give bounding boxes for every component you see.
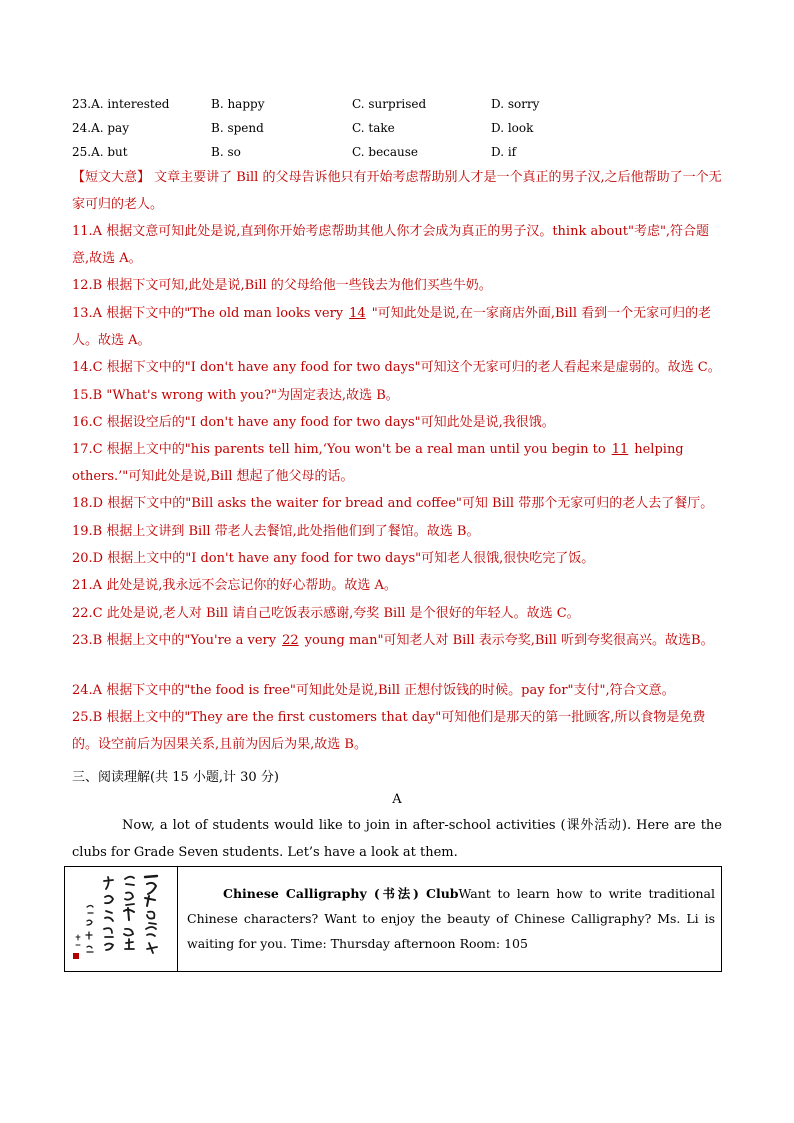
- answer-19: [72, 518, 724, 545]
- answer-11: [72, 218, 724, 272]
- summary-text: 文章主要讲了 Bill 的父母告诉他只有开始考虑帮助别人才是一个真正的男子汉,之后他帮助了一个无家可归的老人。: [72, 170, 722, 212]
- answer-text: "可知此处是说,在一家商店外面,Bill 看到一个无家可归的老人。故选 A。: [72, 306, 712, 348]
- summary-label: 【短文大意】: [72, 170, 151, 185]
- answer-24: [72, 677, 724, 704]
- answer-text: 23.B 根据上文中的"You're a very: [72, 633, 277, 648]
- answer-text: 13.A 根据下文中的"The old man looks very: [72, 306, 344, 321]
- answer-22: [72, 600, 724, 627]
- answer-16: [72, 409, 724, 436]
- option-b: B. happy: [211, 97, 265, 111]
- option-a: 25.A. but: [72, 145, 128, 159]
- option-b: B. so: [211, 145, 241, 159]
- answer-17: [72, 436, 724, 490]
- answer-text: 16.C 根据设空后的"I don't have any food for two days"可知此处是说,我很饿。: [72, 415, 555, 430]
- answer-20: [72, 545, 724, 572]
- passage-label: A: [392, 792, 402, 807]
- option-d: D. look: [491, 121, 534, 135]
- option-c: C. because: [352, 145, 419, 159]
- answer-text: 15.B "What's wrong with you?"为固定表达,故选 B。: [72, 388, 399, 403]
- option-d: D. if: [491, 145, 517, 159]
- club-title: Chinese Calligraphy (书法) Club: [223, 886, 459, 901]
- section-heading: 三、阅读理解(共 15 小题,计 30 分): [72, 770, 279, 785]
- answer-12: [72, 272, 724, 299]
- answer-14: [72, 354, 724, 381]
- answer-13: [72, 300, 724, 354]
- reading-intro: Now, a lot of students would like to join in after-school activities (课外活动). Here are the clubs for Grade Seven students. Let’s have a look at them.: [72, 818, 722, 860]
- option-a: 24.A. pay: [72, 121, 129, 135]
- answer-18: [72, 490, 724, 517]
- answer-25: [72, 704, 724, 758]
- option-d: D. sorry: [491, 97, 540, 111]
- answer-text: 20.D 根据上文中的"I don't have any food for two days"可知老人很饿,很快吃完了饭。: [72, 551, 595, 566]
- club-description: [187, 881, 715, 956]
- summary-paragraph: [72, 164, 724, 218]
- answer-text: 17.C 根据上文中的"his parents tell him,‘You won't be a real man until you begin to: [72, 442, 606, 457]
- club-table: [64, 866, 722, 972]
- seal-stamp: [73, 953, 79, 959]
- option-c: C. take: [352, 121, 395, 135]
- option-a: 23.A. interested: [72, 97, 170, 111]
- answer-text: helping others.’"可知此处是说,Bill 想起了他父母的话。: [72, 442, 684, 484]
- blank-14: 14: [349, 306, 366, 321]
- answer-text: 14.C 根据下文中的"I don't have any food for two days"可知这个无家可归的老人看起来是虚弱的。故选 C。: [72, 360, 721, 375]
- blank-22: 22: [282, 633, 299, 648]
- calligraphy-artwork: [65, 867, 177, 971]
- answer-text: young man"可知老人对 Bill 表示夸奖,Bill 听到夸奖很高兴。故选B。: [304, 633, 714, 648]
- option-b: B. spend: [211, 121, 264, 135]
- answer-23: [72, 627, 724, 654]
- option-c: C. surprised: [352, 97, 427, 111]
- blank-11: 11: [611, 442, 629, 457]
- answer-text: 11.A 根据文意可知此处是说,直到你开始考虑帮助其他人你才会成为真正的男子汉。think about"考虑",符合题意,故选 A。: [72, 224, 710, 266]
- answer-text: 18.D 根据下文中的"Bill asks the waiter for bread and coffee"可知 Bill 带那个无家可归的老人去了餐厅。: [72, 496, 714, 511]
- answer-text: 19.B 根据上文讲到 Bill 带老人去餐馆,此处指他们到了餐馆。故选 B。: [72, 524, 480, 539]
- answer-21: [72, 572, 724, 599]
- club-text: Want to learn how to write traditional Chinese characters? Want to enjoy the beauty of Chinese Calligraphy? Ms. Li is waiting for you. Time: Thursday afternoon Room: 105: [187, 886, 715, 951]
- answer-text: 12.B 根据下文可知,此处是说,Bill 的父母给他一些钱去为他们买些牛奶。: [72, 278, 492, 293]
- calligraphy-image: [65, 867, 178, 971]
- answer-text: 24.A 根据下文中的"the food is free"可知此处是说,Bill 正想付饭钱的时候。pay for"支付",符合文意。: [72, 683, 675, 698]
- answer-text: 22.C 此处是说,老人对 Bill 请自己吃饭表示感谢,夸奖 Bill 是个很好的年轻人。故选 C。: [72, 606, 580, 621]
- answer-text: 25.B 根据上文中的"They are the first customers that day"可知他们是那天的第一批顾客,所以食物是免费的。设空前后为因果关系,且前为因后为果,故选 B。: [72, 710, 706, 752]
- answer-15: [72, 382, 724, 409]
- answer-text: 21.A 此处是说,我永远不会忘记你的好心帮助。故选 A。: [72, 578, 397, 593]
